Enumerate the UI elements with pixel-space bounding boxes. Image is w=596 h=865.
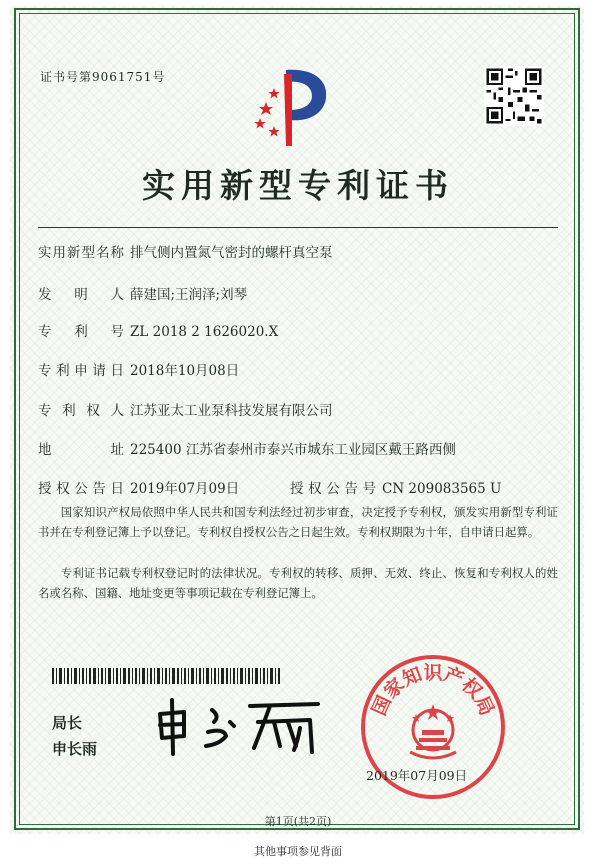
field-inventors — [38, 283, 247, 303]
field-label: 专利号 — [38, 324, 124, 340]
field-patent-number — [38, 320, 278, 340]
cnipa-logo — [246, 60, 336, 150]
field-value: CN 209083565 U — [382, 481, 502, 497]
qr-code — [484, 66, 544, 126]
field-label: 授权公告日 — [38, 481, 124, 497]
page-number: 第1页(共2页) — [264, 815, 332, 828]
title-divider — [38, 227, 558, 228]
svg-text:国家知识产权局: 国家知识产权局 — [368, 661, 498, 719]
legal-note: 专利证书记载专利权登记时的法律状况。专利权的转移、质押、无效、终止、恢复和专利权人的姓名或名称、国籍、地址变更等事项记载在专利登记簿上。 — [38, 566, 558, 600]
field-label: 专利权人 — [38, 403, 124, 419]
field-application-date — [38, 359, 239, 379]
field-value: 排气侧内置氮气密封的螺杆真空泵 — [130, 245, 333, 261]
field-label: 专利申请日 — [38, 363, 124, 379]
field-value: ZL 2018 2 1626020.X — [130, 324, 279, 340]
field-label: 授权公告号 — [290, 481, 376, 497]
grant-statement: 国家知识产权局依照中华人民共和国专利法经过初步审查，决定授予专利权，颁发实用新型专利证书并在专利登记簿上予以登记。专利权自授权公告之日起生效。专利权期限为十年，自申请日起算。 — [38, 505, 558, 539]
director-name: 申长雨 — [52, 740, 98, 758]
director-signature — [150, 692, 330, 762]
field-value: 薛建国;王润泽;刘琴 — [130, 287, 248, 303]
barcode — [52, 668, 282, 684]
certificate-number: 证书号第9061751号 — [40, 70, 166, 84]
field-label: 地址 — [38, 442, 124, 458]
field-label: 发明人 — [38, 287, 124, 303]
director-title: 局长 — [52, 714, 83, 732]
certificate-title: 实用新型专利证书 — [142, 166, 454, 205]
field-announcement-number — [290, 477, 501, 497]
field-value: 2018年10月08日 — [130, 363, 240, 379]
field-value: 2019年07月09日 — [130, 481, 240, 497]
field-label: 实用新型名称 — [38, 245, 124, 261]
field-value: 225400 江苏省泰州市泰兴市城东工业园区戴王路西侧 — [130, 442, 456, 458]
seal-date: 2019年07月09日 — [366, 768, 468, 783]
back-page-note: 其他事项参见背面 — [254, 845, 342, 858]
field-utility-model-name — [38, 241, 333, 261]
field-address — [38, 438, 456, 458]
field-patentee — [38, 399, 333, 419]
field-value: 江苏亚太工业泵科技发展有限公司 — [130, 403, 333, 419]
field-grant-date — [38, 477, 239, 497]
